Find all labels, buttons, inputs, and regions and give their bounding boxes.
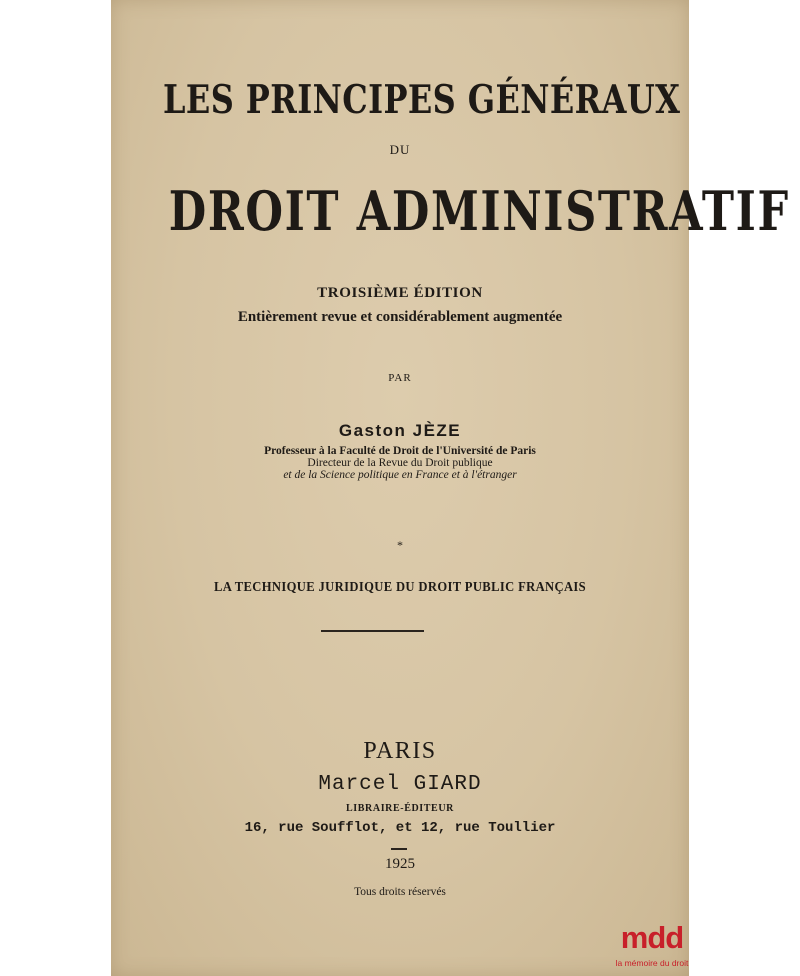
by-label: PAR (388, 372, 412, 384)
publisher-role: LIBRAIRE-ÉDITEUR (346, 803, 454, 814)
publisher-address: 16, rue Soufflot, et 12, rue Toullier (244, 820, 556, 836)
publication-city: PARIS (363, 738, 437, 764)
edition: TROISIÈME ÉDITION (317, 285, 483, 301)
title-connector: DU (389, 142, 411, 157)
logo-tagline: la mémoire du droit (615, 958, 689, 968)
publisher-name: Marcel GIARD (318, 773, 482, 796)
author-name: Gaston JÈZE (338, 421, 462, 440)
title-line-2: DROIT ADMINISTRATIF (168, 179, 790, 243)
short-dash (391, 848, 407, 850)
title-line-1: LES PRINCIPES GÉNÉRAUX (163, 77, 681, 123)
author-affiliation-3: et de la Science politique en France et à l'étranger (283, 469, 517, 481)
author-affiliation-2: Directeur de la Revue du Droit publique (307, 457, 493, 469)
logo-mark: mdd (620, 920, 684, 955)
volume-title: LA TECHNIQUE JURIDIQUE DU DROIT PUBLIC FRANÇAIS (213, 580, 587, 595)
author-affiliation-1: Professeur à la Faculté de Droit de l'Université de Paris (264, 445, 536, 457)
rights-notice: Tous droits réservés (354, 886, 446, 898)
divider-rule (321, 630, 424, 632)
publication-year: 1925 (385, 856, 415, 872)
watermark-logo (607, 920, 697, 972)
volume-mark: * (397, 538, 403, 552)
title-page (111, 0, 790, 976)
edition-subtitle: Entièrement revue et considérablement augmentée (237, 309, 563, 325)
